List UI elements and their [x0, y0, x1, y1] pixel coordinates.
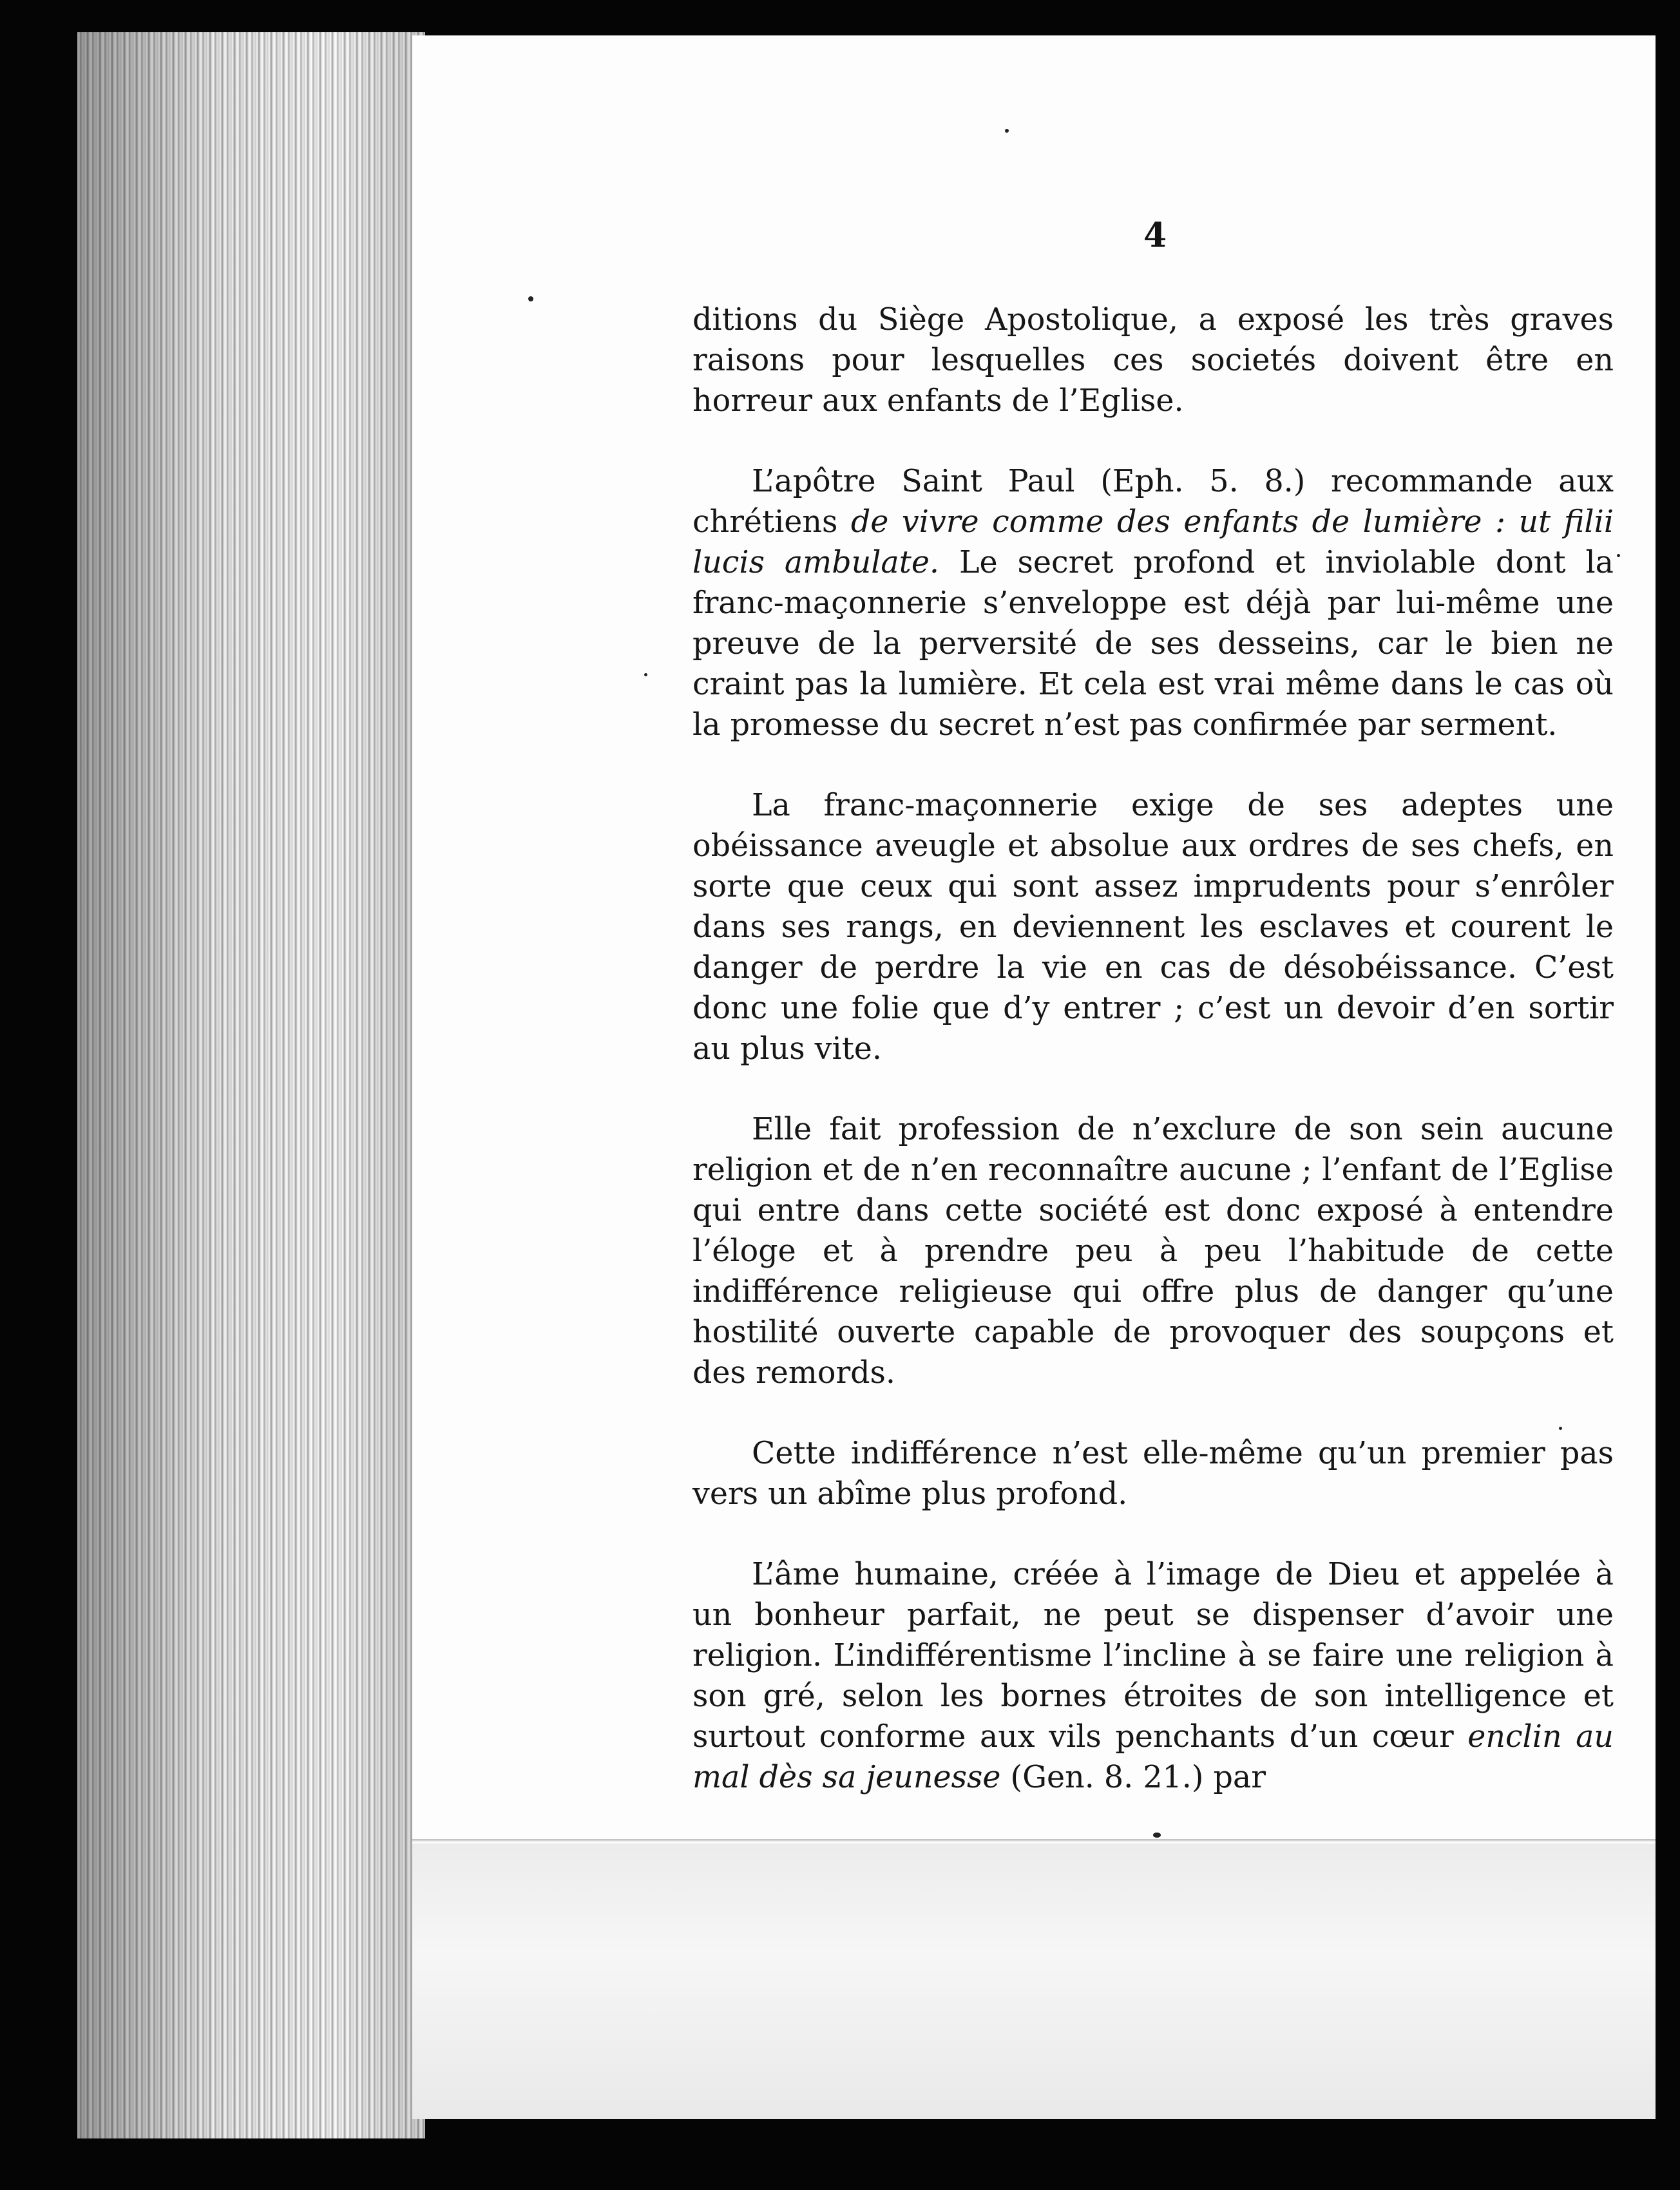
scan-speck [1005, 129, 1009, 133]
paragraph [692, 785, 1614, 1069]
page-body-text [692, 300, 1614, 1798]
paragraph [692, 1109, 1614, 1393]
paragraph-text: L’apôtre Saint Paul (Eph. 5. 8.) recommande aux chrétiens [692, 464, 1614, 540]
italic-text: de vivre comme des enfants de lumière : ut filii lucis ambulate. [692, 504, 1614, 580]
paragraph [692, 1554, 1614, 1798]
scan-speck [644, 673, 647, 676]
paragraph [692, 461, 1614, 745]
paragraph-text: (Gen. 8. 21.) par [1000, 1760, 1266, 1795]
scan-speck [1617, 554, 1620, 557]
paragraph [692, 1433, 1614, 1514]
paragraph-text: L’âme humaine, créée à l’image de Dieu et appelée à un bonheur parfait, ne peut se dispenser d’avoir une religion. L’indifférentisme l’incline à se faire une religion à son gré, selon les bornes étroites de son intelligence et surtout conforme aux vils penchants d’un cœur [692, 1557, 1614, 1755]
paragraph-text: Elle fait profession de n’exclure de son sein aucune religion et de n’en reconnaître aucune ; l’enfant de l’Eglise qui entre dans cette société est donc exposé à entendre l’éloge et à prendre peu à peu l’habitude de cette indifférence religieuse qui offre plus de danger qu’une hostilité ouverte capable de provoquer des soupçons et des remords. [692, 1112, 1614, 1391]
paragraph [692, 300, 1614, 421]
paragraph-text: La franc-maçonnerie exige de ses adeptes une obéissance aveugle et absolue aux ordres de ses chefs, en sorte que ceux qui sont assez imprudents pour s’enrôler dans ses rangs, en deviennent les esclaves et courent le danger de perdre la vie en cas de désobéissance. C’est donc une folie que d’y entrer ; c’est un devoir d’en sortir au plus vite. [692, 788, 1614, 1067]
paragraph-text: Le secret profond et inviolable dont la franc-maçonnerie s’enveloppe est déjà par lui-même une preuve de la perversité de ses desseins, car le bien ne craint pas la lumière. Et cela est vrai même dans le cas où la promesse du secret n’est pas confirmée par serment. [692, 545, 1614, 743]
page-fold-line [412, 1839, 1656, 1842]
book-page-stack-shadow [77, 32, 425, 2138]
paragraph-text: Cette indifférence n’est elle-même qu’un premier pas vers un abîme plus profond. [692, 1436, 1614, 1512]
scan-speck [528, 296, 533, 301]
paragraph-text: ditions du Siège Apostolique, a exposé les très graves raisons pour lesquelles ces societés doivent être en horreur aux enfants de l’Eglise. [692, 302, 1614, 419]
scan-speck [1153, 1833, 1161, 1838]
italic-text: enclin au mal dès sa jeunesse [692, 1719, 1614, 1795]
page-number: 4 [1143, 216, 1167, 255]
page-bottom-area [412, 1843, 1656, 2119]
